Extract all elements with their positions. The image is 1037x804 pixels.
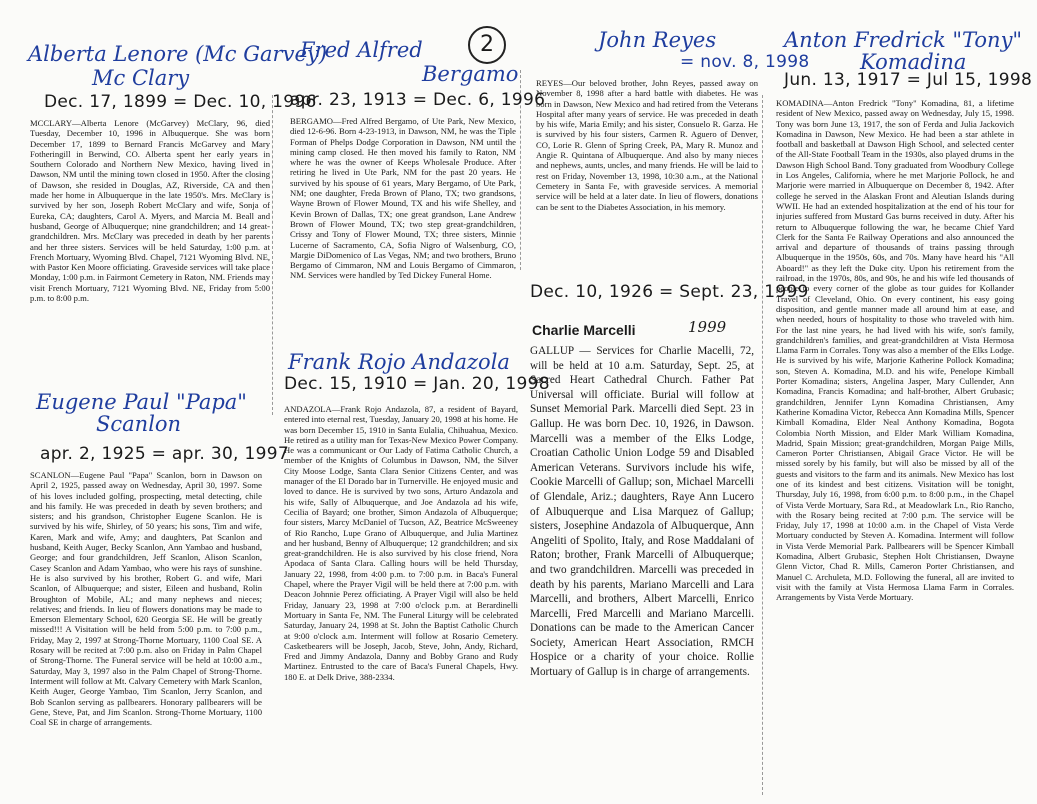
handwritten-name-line2: Mc Clary — [92, 66, 190, 90]
obituary-text: GALLUP — Services for Charlie Macelli, 72, will be held at 10 a.m. Saturday, Sept. 25, at Sacred Heart Cathedral Church. Father Pat Universal will officiate. Burial will follow at Sunset Memorial Park. Marcelli died Sept. 23 in Gallup. He was born Dec. 10, 1926, in Dawson. Marcelli was a member of the Elks Lodge, Croatian Catholic Union Lodge 59 and Disabled American Veterans. Survivors include his wife, Cookie Marcelli of Gallup; son, Michael Marcelli of Glendale, Ariz.; daughters, Raye Ann Lucero of Albuquerque and Lisa Marquez of Gallup; sisters, Josephine Andazola of Albuquerque, Ann Angeliti of Spolito, Italy, and Rose Maddalani of Raton; brother, Frank Marcelli of Albuquerque; and two grandchildren. Marcelli was preceded in death by his parents, Mariano Marcelli and Lara Marcelli, and brothers, Albert Marcelli, Enrico Marcelli, Fred Marcelli and Mariano Marcelli. Donations can be made to the American Cancer Society, American Heart Association, RMCH Hospice or a charity of your choice. Rollie Mortuary of Gallup is in charge of arrangements. — [530, 345, 754, 679]
obituary-text: KOMADINA—Anton Fredrick "Tony" Komadina, 81, a lifetime resident of New Mexico, passed away on Wednesday, July 15, 1998. Tony was born June 13, 1917, the son of Ferda and Julia Jackovich Komadina in Dawson, New Mexico. He had been a star athlete in football and basketball at Dawson High School, and selected center of the All-State Football Team in the 1930s, also played drums in the Dawson High School Band. Tony graduated from Woodbury College in Los Angeles, California, where he met Marjorie Pollock, he and Marjorie were married in Albuquerque on December 8, 1942. After college he served in the Alaskan Front and Aleutian Islands during WWII. He had an extended hospitalization at the end of his tour for injuries suffered from Mustard Gas burns received in duty. After his return to Albuquerque following the war, he became Chief Yard Clerk for the Santa Fe Railway Operations and also announced the arrival and departure of thousands of trains passing through Albuquerque in the 1950s, 60s, and 70s. Many have heard his "All Aboard!" as they left the Duke city. Upon his retirement from the railroad, in the 1970s, 80s, and 90s, he and his wife led thousands of people to every corner of the globe as tour guides for Kollander Travel of Cleveland, Ohio. On every continent, his easy going disposition, and gentle manner made all around him at ease, and when needed, hours of hospitality to those who traveled with him. For the last nine years, he had lived with his wife, son's family, grandchildren's families, and great-grandchildren at Vista Hermosa Llama Farm in Corrales. Tony was also a member of the Elks Lodge. He is survived by his wife, Marjorie Katherine Pollock Komadina; son, Steven A. Komadina, M.D. and his wife, Penelope Kimball Porter Komadina; sisters, Angelina Jasper, Mary Cullender, Ann Komadina, Francis Komadina; and half-brother, Albert Grubasic; grandchildren, Jennifer Lynn Komadina Christiansen, Amy Katherine Komadina Victor, Rebecca Ann Komadina Mills, Spencer Kimball Komadina, Elder Neal Anthony Komadina, Bogota Colombia North Mission, and Elder Mark William Komadina, Madrid, Spain Mission; great-grandchildren, Morgan Paige Mills, Cameron Porter Christiansen, Abigail Grace Victor. He will be missed sorely by his family, but will also be missed by all of the guests and visitors to the farm and its animals. New Mexico has lost one of its kindest and best citizens. Visitation will be tonight, Thursday, July 16, 1998, from 6:00 p.m. to 8:00 p.m., in the Chapel of Vista Verde Mortuary, Sara Rd., at Meadowlark Ln., Rio Rancho, with the Rosary being recited at 7:00 p.m. The service will be Friday, July 17, 1998 at 10:00 a.m. in the Chapel of Vista Verde Mortuary conducted by Steven A. Komadina. Interment will follow in Vista Verde Memorial Park. Pallbearers will be Spencer Kimball Komadina, Albert Grubasic, Stephen Holt Christiansen, Dwayne Glenn Victor, Chad R. Mills, Cameron Porter Christiansen, and Manuel C. Archuleta, M.D. Following the funeral, all are invited to visit with the family at Vista Hermosa Llama Farm in Corrales. Arrangements by Vista Verde Mortuary. — [776, 98, 1014, 603]
handwritten-name-line1: Eugene Paul "Papa" — [36, 390, 247, 414]
handwritten-year: 1999 — [688, 318, 727, 336]
handwritten-name: John Reyes — [598, 28, 717, 52]
handwritten-name-line2: Bergamo — [422, 62, 519, 86]
obituary-text: MCCLARY—Alberta Lenore (McGarvey) McClary, 96, died Tuesday, December 10, 1996 in Albuquerque. She was born December 17, 1899 to Bernard Francis McGarvey and Mary Fotheringill in Berwind, CO. Alberta spent her early years in Southern Colorado and Northern New Mexico, having lived in Dawson, NM until the mining town closed in 1950. After the closing of Dawson, she resided in Douglas, AZ, Riverside, CA and then made her home in Albuquerque in the late 1950's. Mrs. McClary is survived by her son, Joseph Robert McClary and wife, Sonja of Eureka, CA; daughters, Carol A. Myers, and Marcia M. Beall and husband, George of Albuquerque; nine grandchildren; and 14 great-grandchildren. Mrs. McClary was preceded in death by her parents and her three sisters. Services will be held Saturday, 1:00 p.m. at French Mortuary, Wyoming Blvd. Chapel, 7121 Wyoming Blvd. NE, with Pastor Ken Moore officiating. Graveside services will take place Monday, 1:00 p.m. in Fairmont Cemetery in Raton, NM. Friends may visit French Mortuary, 7121 Wyoming Blvd. NE, Friday from 5:00 p.m. to 8:00 p.m. — [30, 118, 270, 304]
handwritten-name-line2: Scanlon — [96, 412, 182, 436]
handwritten-name-line1: Fred Alfred — [300, 38, 423, 62]
handwritten-dates: Dec. 17, 1899 = Dec. 10, 1996 — [44, 92, 317, 112]
obituary-text: BERGAMO—Fred Alfred Bergamo, of Ute Park, New Mexico, died 12-6-96. Born 4-23-1913, in Dawson, NM, he was the Tiple Forman of Phelps Dodge Corporation in Dawson, NM until the mining camp closed. He then moved his family to Raton, NM where he was the owner of Keeps Wholesale Produce. After retiring he lived in Ute Park, NM for the past 20 years. He survived by his spouse of 61 years, Mary Bergamo, of Ute Park, NM; one daughter, Freda Brown of Plano, TX; two grandsons, Wayne Brown of Flower Mound, TX and his wife Shelley, and Kevin Brown of Dallas, TX; one great grandson, Lane Andrew Brown of Flower Mound, TX; two step great-grandchildren, Crissy and Tony of Flower Mound, TX; three sisters, Minnie Lucerne of Sacramento, CA, Sofia Nigro of Walsenburg, CO, Margie DiDomenico of Las Vegas, NM; and two brothers, Bruno Bergamo of Cimmaron, NM and Louis Bergamo of Cimmaron, NM. Services were handled by Ted Dickey Funeral Home. — [290, 116, 516, 281]
obituary-text: ANDAZOLA—Frank Rojo Andazola, 87, a resident of Bayard, entered into eternal rest, Tuesday, January 20, 1998 at his home. He was born December 15, 1910 in Santa Eulalia, Chihuahua, Mexico. He retired as a utility man for Texas-New Mexico Power Company. He was a communicant or Our Lady of Fatima Catholic Church, a member of the Knights of Columbus in Dawson, NM, the Silver City Moose Lodge, Santa Clara Senior Citizens Center, and was manager of the El Dorado bar in Turnerville. He enjoyed music and loved to dance. He is survived by two sons, Arturo Andazola and his wife, Sally of Albuquerque, and Joe Andazola ad his wife, Cecilia of Bayard; one brother, Simon Andazola of Albuquerque; four sisters, Marcy McDaniel of Tucson, AZ, Beatrice McSweeney of Rio Rancho, Lupe Grano of Albuquerque, and Julia Martinez and her husband, Benny of Albuquerque; 12 grandchildren; and six great-grandchildren. He is also survived by his close friend, Nora Apodaca of Santa Clara. Calling hours will be held Thursday, January 22, 1998, from 4:00 p.m. to 7:00 p.m. in Baca's Funeral Chapel, where the Prayer Vigil will be held there at 7:00 p.m. with Deacon Johnnie Perez officiating. A Prayer Vigil will also be held Friday, January 23, 1998 at 7:00 o'clock p.m. at Berardinelli Mortuary in Santa Fe, NM. The Funeral Liturgy will be celebrated Saturday, January 24, 1998 at St. John the Baptist Catholic Church at 9:00 o'clock a.m. Interment will follow at Rosario Cemetery. Casketbearers will be Joseph, Jacob, Steve, John, Andy, Richard, Fred and Jimmy Andazola, Danny and Bobby Grano and Rudy Martinez. Entrusted to the care of Baca's Funeral Chapels, Hwy. 180 E. at Delk Drive, 388-2334. — [284, 404, 518, 682]
handwritten-name-line1: Alberta Lenore (Mc Garvey) — [28, 42, 327, 66]
handwritten-dates: apr. 2, 1925 = apr. 30, 1997 — [40, 444, 289, 464]
obituary-text: REYES—Our beloved brother, John Reyes, passed away on November 8, 1998 after a hard battle with diabetes. He was born in Dawson, New Mexico and had retired from the Veterans Hospital after many years of service. He was preceded in death by his wife, Maria Emily; and his sister, Consuelo R. Garza. He is survived by his four sisters, Carmen R. Aguero of Denver, CO, Lorie R. Glenn of Spring Creek, PA, Mary R. Munoz and Angie R. Quintana of Albuquerque. And also by many nieces and nephews, aunts, uncles, and many friends. He will be laid to rest on Friday, November 13, 1998, 10:30 a.m., at the National Cemetery in Santa Fe, with graveside services. A memorial service will be held at a later date. In lieu of flowers, donations can be sent to the Diabetes Association, in his memory. — [536, 78, 758, 212]
handwritten-dates: Dec. 10, 1926 = Sept. 23, 1999 — [530, 282, 809, 302]
printed-name-heading: Charlie Marcelli — [532, 322, 636, 338]
page-number-circle: 2 — [468, 26, 506, 64]
handwritten-dates: Dec. 15, 1910 = Jan. 20, 1998 — [284, 374, 550, 394]
clip-edge — [272, 95, 273, 415]
handwritten-name-line2: Komadina — [860, 50, 967, 74]
clip-edge — [762, 95, 763, 795]
handwritten-dates: = nov. 8, 1998 — [680, 52, 810, 72]
handwritten-name: Frank Rojo Andazola — [288, 350, 510, 374]
handwritten-dates: Jun. 13, 1917 = Jul 15, 1998 — [784, 70, 1033, 90]
handwritten-dates: apr. 23, 1913 = Dec. 6, 1996 — [290, 90, 546, 110]
handwritten-name-line1: Anton Fredrick "Tony" — [784, 28, 1023, 52]
obituary-text: SCANLON—Eugene Paul "Papa" Scanlon, born in Dawson on April 2, 1925, passed away on Wednesday, April 30, 1997. Some of his loves included golfing, prospecting, metal detecting, chile and his family. He was preceded in death by seven brothers; and sisters; and his grandson, Christopher Eugene Scanlon. He is survived by his wife, Shirley, of 50 years; his sons, Tim and wife, Karen, Mark and wife, Amy; and daughters, Pat Scanlon and husband, Keith Auger, Becky Scanlon, Ann Yambao and husband, George; and four grandchildren, Jeff Scanlon, Alison Scanlon, Casey Scanlon and Adam Yambao, who were his rays of sunshine. He is also survived by his brother, Robert G. and wife, Mari Scanlon, of Albuquerque; and sister, Eileen and husband, Rolin Broughton of Mobile, AL; and many nephews and nieces; relatives; and friends. In lieu of flowers donations may be made to Emerson Elementary School, 620 Georgia SE. He will be greatly missed!!! A Visitation will be held from 5:00 p.m. to 7:00 p.m., Friday, May 2, 1997 at Strong-Thorne Mortuary, 1100 Coal SE. A Rosary will be recited at 7:00 p.m. also on Friday in Palm Chapel of Strong-Thorne. The Funeral service will be held at 10:00 a.m., Saturday, May 3, 1997 also in the Palm Chapel of Strong-Thorne. Interment will follow at Mt. Calvary Cemetery with Mark Scanlon, Keith Auger, George Yambao, Tim Scanlon, Jerry Scanlon, and Bob Scanlon serving as pallbearers. Honorary pallbearers will be Gene, Steve, Pat, and Jim Scanlon. Strong-Thorne Mortuary, 1100 Coal SE in charge of arrangements. — [30, 470, 262, 728]
